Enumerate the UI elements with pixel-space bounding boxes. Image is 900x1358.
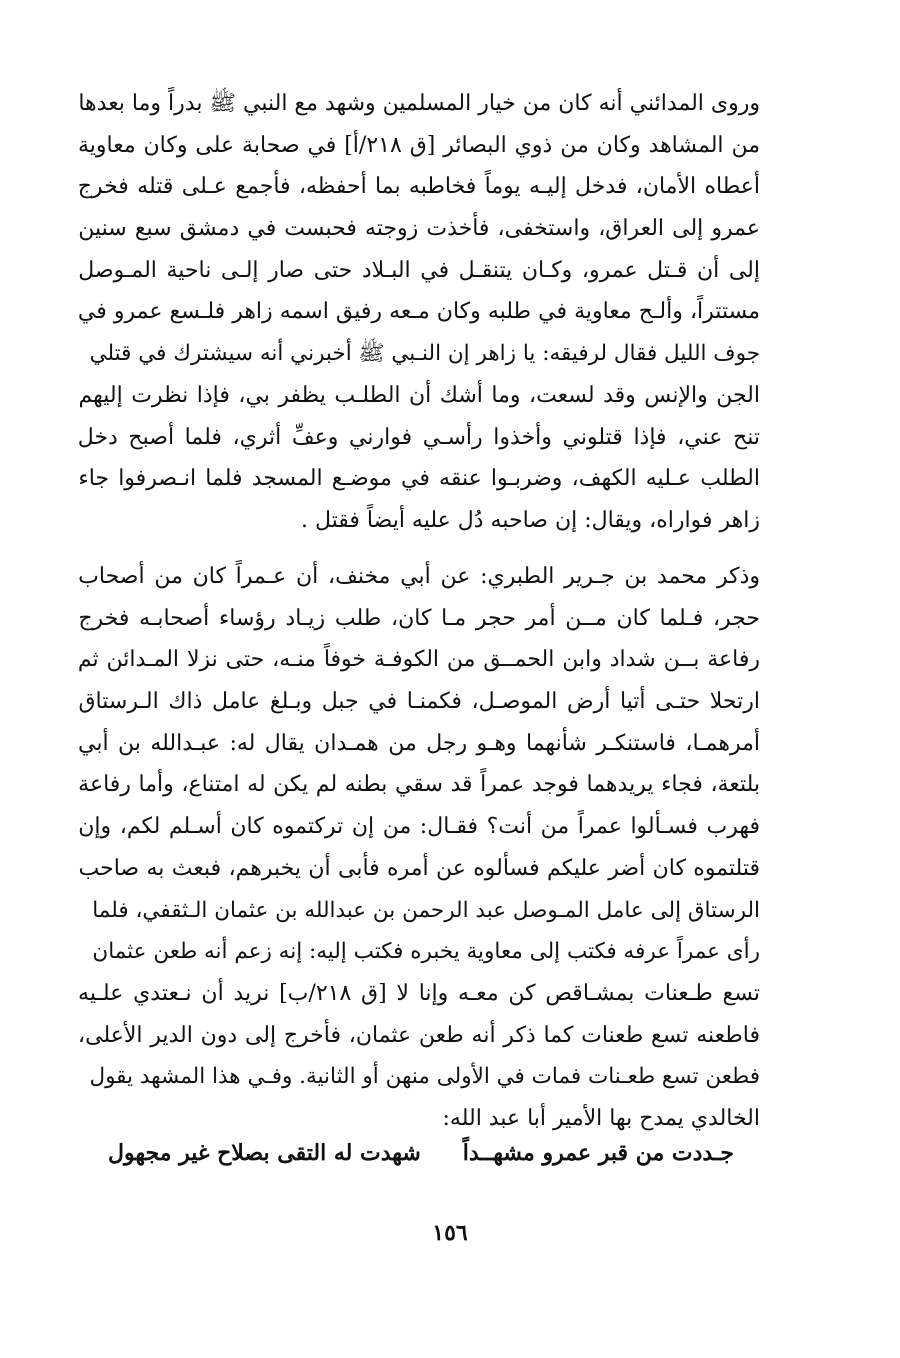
text-line: الرستاق إلى عامل المـوصل عبد الرحمن بن عبدالله بن عثمان الـثقفي، فلما	[92, 897, 760, 923]
text-line: زاهر فواراه، ويقال: إن صاحبه دُل عليه أيضاً فقتل .	[300, 507, 760, 533]
text-line: تسع طـعنات بمشـاقص كن معـه وإنا لا [ق ٢١٨/ب] نريد أن نـعتدي علـيه	[78, 980, 760, 1006]
text-line: وروى المدائني أنه كان من خيار المسلمين وشهد مع النبي ﷺ بدراً وما بعدها	[78, 91, 760, 116]
text-line: قتلتموه كان أضر عليكم فسألوه عن أمره فأبى أن يخبرهم، فبعث به صاحب	[78, 855, 760, 881]
text-line: من المشاهد وكان من ذوي البصائر [ق ٢١٨/أ] في صحابة على وكان معاوية	[78, 132, 760, 158]
text-line: أعطاه الأمان، فدخل إليـه يوماً فخاطبه بما أحفظه، فأجمع عـلى قتله فخرج	[78, 174, 760, 200]
text-line: فاطعنه تسع طعنات كما ذكر أنه طعن عثمان، فأخرج إلى دون الدير الأعلى،	[78, 1022, 760, 1048]
text-line: جوف الليل فقال لرفيقه: يا زاهر إن النـبي ﷺ أخبرني أنه سيشترك في قتلي	[89, 341, 760, 367]
text-line: الجن والإنس وقد لسعت، وما أشك أن الطلـب يظفر بي، فإذا نظرت إليهم	[78, 382, 760, 408]
text-line: رأى عمراً عرفه فكتب إلى معاوية يخبره فكتب إليه: إنه زعم أنه طعن عثمان	[92, 939, 760, 965]
text-line: فهرب فسـألوا عمراً من أنت؟ فقـال: من إن تركتموه كان أسـلم لكم، وإن	[78, 814, 760, 840]
poem-verse	[78, 1140, 760, 1184]
page-number: ١٥٦	[432, 1220, 468, 1246]
text-line: رفاعة بــن شداد وابن الحمــق من الكوفـة خوفاً منـه، حتى نزلا المـدائن ثم	[78, 647, 760, 673]
text-line: عمرو إلى العراق، واستخفى، فأخذت زوجته فحبست في دمشق سبع سنين	[78, 216, 760, 242]
text-line: إلى أن قـتل عمرو، وكـان يتنقـل في البـلاد حتى صار إلـى ناحية المـوصل	[78, 257, 760, 283]
text-line: الطلب عـليه الكهف، وضربـوا عنقه في موضـع المسجد فلما انـصرفوا جاء	[78, 466, 760, 492]
text-line: بلتعة، فجاء يريدهما فوجد عمراً قد سقي بطنه لم يكن له امتناع، وأما رفاعة	[78, 772, 760, 798]
text-line: تنح عني، فإذا قتلوني وأخذوا رأسـي فوارني وعفِّ أثري، فلما أصبح دخل	[78, 424, 760, 450]
text-line: فطعن تسع طعـنات فمات في الأولى منهن أو الثانية. وفـي هذا المشهد يقول	[89, 1064, 760, 1090]
text-line: مستتراً، وألـح معاوية في طلبه وكان مـعه رفيق اسمه زاهر فلـسع عمرو في	[78, 299, 760, 325]
text-line: أمرهمـا، فاستنكـر شأنهما وهـو رجل من همـدان يقال له: عبـدالله بن أبي	[78, 730, 760, 756]
text-line: الخالدي يمدح بها الأمير أبا عبد الله:	[442, 1105, 760, 1131]
paragraph-1	[78, 83, 760, 542]
text-line: ارتحلا حتـى أتيا أرض الموصـل، فكمنـا في جبل وبـلغ عامل ذاك الـرستاق	[78, 689, 760, 715]
text-line: حجر، فـلما كان مــن أمر حجر مـا كان، طلب زيـاد رؤساء أصحابـه فخرج	[78, 605, 760, 631]
text-line: وذكر محمد بن جـرير الطبري: عن أبي مخنف، أن عـمراً كان من أصحاب	[78, 564, 760, 589]
paragraph-2	[78, 556, 760, 1140]
verse-first-hemistich: جـددت من قبر عمرو مشهــداً	[462, 1140, 734, 1166]
verse-second-hemistich: شهدت له التقى بصلاح غير مجهول	[108, 1140, 421, 1166]
